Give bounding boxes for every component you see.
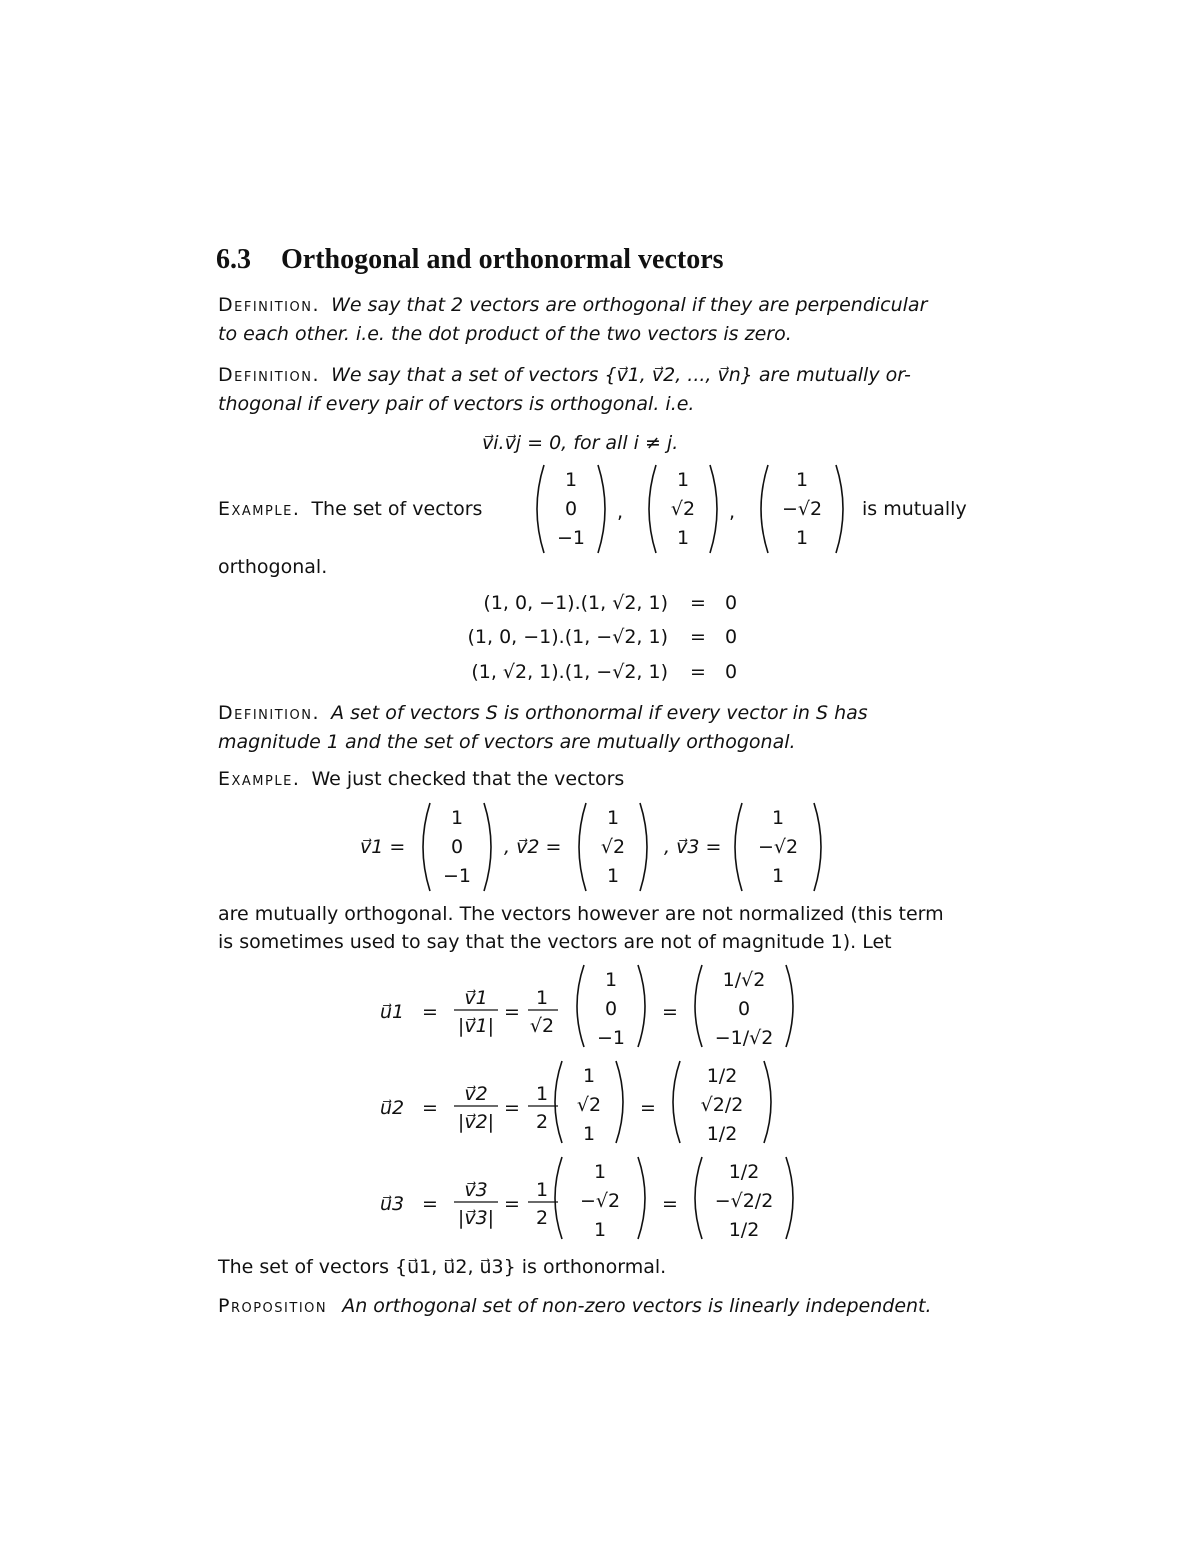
section-title: Orthogonal and orthonormal vectors <box>281 244 724 275</box>
left-paren <box>423 803 430 891</box>
definition-2-line-1 <box>218 364 911 386</box>
left-paren <box>761 465 768 553</box>
example-1-trail: is mutually <box>862 498 967 520</box>
section-number: 6.3 <box>216 244 251 275</box>
vector-entry: 1 <box>676 527 690 549</box>
example-2-vector-2 <box>572 800 662 894</box>
example-1-vectors <box>530 462 860 556</box>
vector-entry: 1 <box>450 807 464 829</box>
normalized-vector-name: u⃗3 <box>380 1193 405 1215</box>
vector-entry: 1/√2 <box>722 969 766 991</box>
equals-sign: = <box>504 1001 520 1023</box>
fraction-denominator: |v⃗3| <box>457 1207 495 1229</box>
left-paren <box>555 1061 562 1143</box>
right-paren <box>640 803 647 891</box>
equals-sign: = <box>662 1193 678 1215</box>
equals-sign: = <box>640 1097 656 1119</box>
definition-2-line-2: thogonal if every pair of vectors is orthogonal. i.e. <box>218 393 695 415</box>
right-paren <box>710 465 717 553</box>
left-paren <box>577 965 584 1047</box>
vector-entry: 1 <box>604 969 618 991</box>
proposition <box>218 1295 932 1317</box>
definition-3-text: A set of vectors S is orthonormal if every vector in S has <box>331 702 868 724</box>
example-2-lead <box>218 768 624 790</box>
vector-entry: 1 <box>795 527 809 549</box>
proposition-label: Proposition <box>218 1295 328 1317</box>
vector-entry: 0 <box>737 998 751 1020</box>
v3-name: , v⃗3 = <box>664 836 722 858</box>
right-paren <box>616 1061 623 1143</box>
column-vector <box>577 965 645 1049</box>
right-paren <box>598 465 605 553</box>
normalization-equations <box>370 962 830 1252</box>
vector-entry: 1 <box>593 1219 607 1241</box>
equals-sign: = <box>422 1001 438 1023</box>
right-paren <box>638 1157 645 1239</box>
result-vector <box>695 1157 793 1241</box>
coefficient-denominator: 2 <box>535 1207 549 1229</box>
vector-entry: 1 <box>564 469 578 491</box>
vector-entry: 1 <box>582 1123 596 1145</box>
fraction-denominator: |v⃗2| <box>457 1111 495 1133</box>
right-paren <box>786 965 793 1047</box>
coefficient-denominator: 2 <box>535 1111 549 1133</box>
normalized-vector-name: u⃗2 <box>380 1097 405 1119</box>
example-1-lead-text: The set of vectors <box>311 498 483 520</box>
definition-label: Definition. <box>218 364 320 386</box>
equals-sign: = <box>662 1001 678 1023</box>
vector-entry: 1 <box>606 865 620 887</box>
example-label: Example. <box>218 498 301 520</box>
example-label: Example. <box>218 768 301 790</box>
vector-entry: 0 <box>564 498 578 520</box>
comma: , <box>616 501 624 523</box>
vector-entry: −1 <box>596 1027 626 1049</box>
example-2-after-line-1: are mutually orthogonal. The vectors however are not normalized (this term <box>218 903 944 925</box>
column-vector <box>555 1061 623 1145</box>
example-1-continued: orthogonal. <box>218 556 328 578</box>
fraction-numerator: v⃗3 <box>464 1179 488 1201</box>
right-paren <box>484 803 491 891</box>
column-vector <box>555 1157 645 1241</box>
vector-entry: 1/2 <box>728 1219 760 1241</box>
vector-entry: −√2 <box>579 1190 621 1212</box>
proposition-text: An orthogonal set of non-zero vectors is linearly independent. <box>342 1295 932 1317</box>
fraction-denominator: |v⃗1| <box>457 1015 495 1037</box>
left-paren <box>695 1157 702 1239</box>
definition-2-text: We say that a set of vectors {v⃗1, v⃗2, ..., v⃗n} are mutually or- <box>331 364 911 386</box>
equals-sign: = <box>422 1193 438 1215</box>
coefficient-numerator: 1 <box>535 1083 549 1105</box>
vector-entry: 1/2 <box>706 1123 738 1145</box>
example-2-lead-text: We just checked that the vectors <box>311 768 625 790</box>
vector-entry: 1 <box>593 1161 607 1183</box>
definition-label: Definition. <box>218 702 320 724</box>
equals-sign: = <box>504 1193 520 1215</box>
fraction-numerator: v⃗1 <box>464 987 488 1009</box>
result-vector <box>673 1061 771 1145</box>
left-paren <box>673 1061 680 1143</box>
check-2-rhs: 0 <box>725 626 738 648</box>
vector-entry: 0 <box>604 998 618 1020</box>
left-paren <box>537 465 544 553</box>
example-2-vector-1 <box>416 800 506 894</box>
example-1-lead <box>218 498 482 520</box>
vector-entry: −√2 <box>757 836 799 858</box>
result-vector <box>695 965 793 1049</box>
check-1-rhs: 0 <box>725 592 738 614</box>
equals-sign: = <box>422 1097 438 1119</box>
v2-name: , v⃗2 = <box>504 836 562 858</box>
coefficient-numerator: 1 <box>535 1179 549 1201</box>
example-2-after-line-2: is sometimes used to say that the vectors are not of magnitude 1). Let <box>218 931 892 953</box>
definition-1-line-1 <box>218 294 927 316</box>
vector-entry: 0 <box>450 836 464 858</box>
check-3-eq: = <box>690 661 706 683</box>
check-3-lhs: (1, √2, 1).(1, −√2, 1) <box>471 661 668 683</box>
vector-entry: 1 <box>606 807 620 829</box>
left-paren <box>695 965 702 1047</box>
example-2-vector-3 <box>728 800 836 894</box>
coefficient-numerator: 1 <box>535 987 549 1009</box>
section-heading <box>216 244 724 276</box>
vector-entry: √2 <box>670 498 696 520</box>
vector-entry: −1/√2 <box>714 1027 774 1049</box>
check-2-lhs: (1, 0, −1).(1, −√2, 1) <box>467 626 668 648</box>
fraction-numerator: v⃗2 <box>464 1083 488 1105</box>
normalized-vector-name: u⃗1 <box>380 1001 405 1023</box>
vector-entry: −1 <box>556 527 586 549</box>
orthogonality-condition: v⃗i.v⃗j = 0, for all i ≠ j. <box>482 432 679 454</box>
check-2-eq: = <box>690 626 706 648</box>
conclusion: The set of vectors {u⃗1, u⃗2, u⃗3} is orthonormal. <box>218 1256 667 1278</box>
vector-entry: 1/2 <box>706 1065 738 1087</box>
vector-entry: 1 <box>582 1065 596 1087</box>
vector-entry: −1 <box>442 865 472 887</box>
right-paren <box>764 1061 771 1143</box>
vector-entry: 1 <box>771 807 785 829</box>
vector-entry: 1/2 <box>728 1161 760 1183</box>
left-paren <box>579 803 586 891</box>
v1-name: v⃗1 = <box>360 836 406 858</box>
right-paren <box>786 1157 793 1239</box>
comma: , <box>728 501 736 523</box>
vector-entry: 1 <box>771 865 785 887</box>
vector-entry: √2 <box>600 836 626 858</box>
vector-entry: −√2/2 <box>714 1190 774 1212</box>
equals-sign: = <box>504 1097 520 1119</box>
left-paren <box>649 465 656 553</box>
definition-label: Definition. <box>218 294 320 316</box>
vector-entry: √2/2 <box>700 1094 744 1116</box>
check-1-lhs: (1, 0, −1).(1, √2, 1) <box>483 592 668 614</box>
vector-entry: 1 <box>795 469 809 491</box>
definition-3-line-1 <box>218 702 868 724</box>
check-1-eq: = <box>690 592 706 614</box>
right-paren <box>638 965 645 1047</box>
vector-entry: −√2 <box>781 498 823 520</box>
vector-entry: 1 <box>676 469 690 491</box>
definition-1-line-2: to each other. i.e. the dot product of the two vectors is zero. <box>218 323 792 345</box>
coefficient-denominator: √2 <box>529 1015 555 1037</box>
left-paren <box>555 1157 562 1239</box>
left-paren <box>735 803 742 891</box>
check-3-rhs: 0 <box>725 661 738 683</box>
definition-1-text: We say that 2 vectors are orthogonal if they are perpendicular <box>331 294 928 316</box>
right-paren <box>814 803 821 891</box>
vector-entry: √2 <box>576 1094 602 1116</box>
right-paren <box>836 465 843 553</box>
definition-3-line-2: magnitude 1 and the set of vectors are mutually orthogonal. <box>218 731 796 753</box>
